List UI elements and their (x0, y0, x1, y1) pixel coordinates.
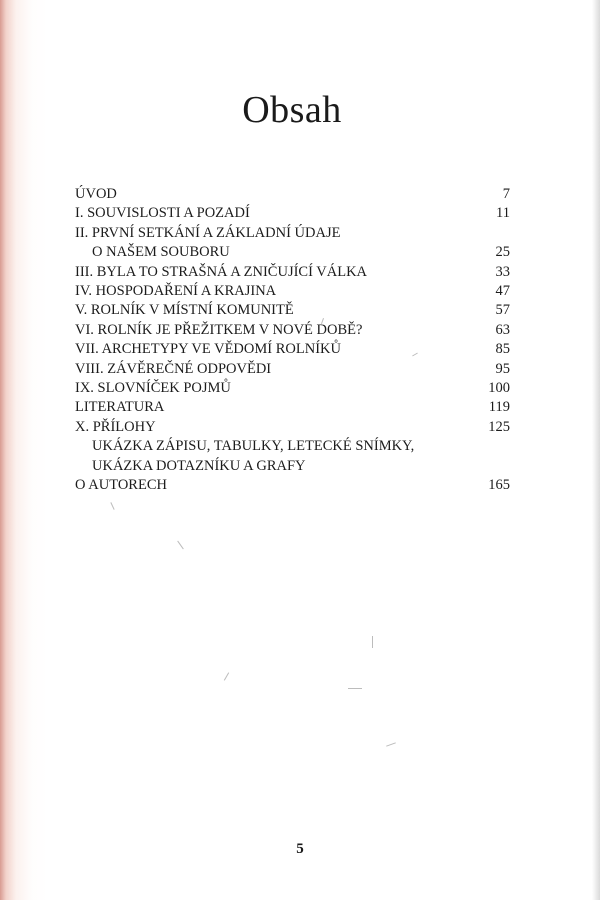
toc-entry-chapter-10-sub-2 (75, 457, 510, 476)
toc-entry-page: 33 (495, 263, 510, 280)
toc-entry-chapter-4 (75, 282, 510, 301)
toc-entry-literatura (75, 398, 510, 417)
page-edge-shadow (592, 0, 600, 900)
toc-entry-label: UKÁZKA DOTAZNÍKU A GRAFY (92, 457, 306, 474)
toc-entry-chapter-5 (75, 301, 510, 320)
toc-entry-label: LITERATURA (75, 399, 165, 416)
page-title: Obsah (242, 89, 342, 131)
toc-entry-label: O AUTORECH (75, 477, 167, 494)
page-number: 5 (296, 841, 304, 857)
toc-entry-chapter-2 (75, 224, 510, 243)
toc-entry-label: VI. ROLNÍK JE PŘEŽITKEM V NOVÉ DOBĚ? (75, 321, 363, 338)
toc-entry-chapter-2-continued (75, 243, 510, 262)
toc-entry-label: X. PŘÍLOHY (75, 418, 156, 435)
toc-entry-page: 7 (502, 186, 510, 202)
toc-entry-page: 11 (496, 205, 510, 222)
toc-entry-page: 100 (488, 380, 510, 397)
toc-entry-label: III. BYLA TO STRAŠNÁ A ZNIČUJÍCÍ VÁLKA (75, 263, 368, 280)
toc-entry-page: 85 (495, 341, 510, 358)
paper-speck (348, 688, 362, 689)
toc-entry-page: 47 (495, 283, 510, 300)
toc-entry-chapter-3 (75, 263, 510, 282)
toc-entry-o-autorech (75, 476, 510, 495)
page-spine-shadow (0, 0, 48, 900)
toc-entry-chapter-10-sub-1 (75, 437, 510, 456)
toc-entry-label: ÚVOD (75, 186, 117, 202)
toc-entry-page: 165 (488, 477, 510, 494)
toc-entry-page: 125 (488, 418, 510, 435)
toc-entry-chapter-10 (75, 418, 510, 437)
toc-entry-page: 63 (495, 321, 510, 338)
paper-speck (386, 742, 396, 746)
paper-speck (224, 672, 229, 680)
toc-entry-uvod (75, 185, 510, 204)
toc-entry-chapter-8 (75, 360, 510, 379)
toc-entry-label: II. PRVNÍ SETKÁNÍ A ZÁKLADNÍ ÚDAJE (75, 224, 341, 241)
paper-speck (177, 541, 184, 550)
toc-entry-chapter-7 (75, 340, 510, 359)
table-of-contents (75, 185, 510, 496)
toc-entry-label: UKÁZKA ZÁPISU, TABULKY, LETECKÉ SNÍMKY, (92, 438, 415, 455)
toc-entry-page: 57 (495, 302, 510, 319)
toc-entry-chapter-9 (75, 379, 510, 398)
toc-entry-page: 25 (495, 244, 510, 261)
toc-entry-chapter-1 (75, 204, 510, 223)
toc-entry-label: V. ROLNÍK V MÍSTNÍ KOMUNITĚ (75, 302, 294, 319)
toc-entry-label: I. SOUVISLOSTI A POZADÍ (75, 205, 250, 222)
toc-entry-label: IX. SLOVNÍČEK POJMŮ (75, 380, 231, 397)
paper-speck (110, 502, 114, 510)
toc-entry-label: VII. ARCHETYPY VE VĚDOMÍ ROLNÍKŮ (75, 341, 341, 358)
toc-entry-label: O NAŠEM SOUBORU (92, 244, 230, 261)
toc-entry-label: VIII. ZÁVĚREČNÉ ODPOVĚDI (75, 360, 272, 377)
toc-entry-label: IV. HOSPODAŘENÍ A KRAJINA (75, 283, 277, 300)
toc-entry-page: 119 (488, 399, 510, 416)
paper-speck (372, 636, 373, 648)
toc-entry-page: 95 (495, 360, 510, 377)
toc-entry-chapter-6 (75, 321, 510, 340)
